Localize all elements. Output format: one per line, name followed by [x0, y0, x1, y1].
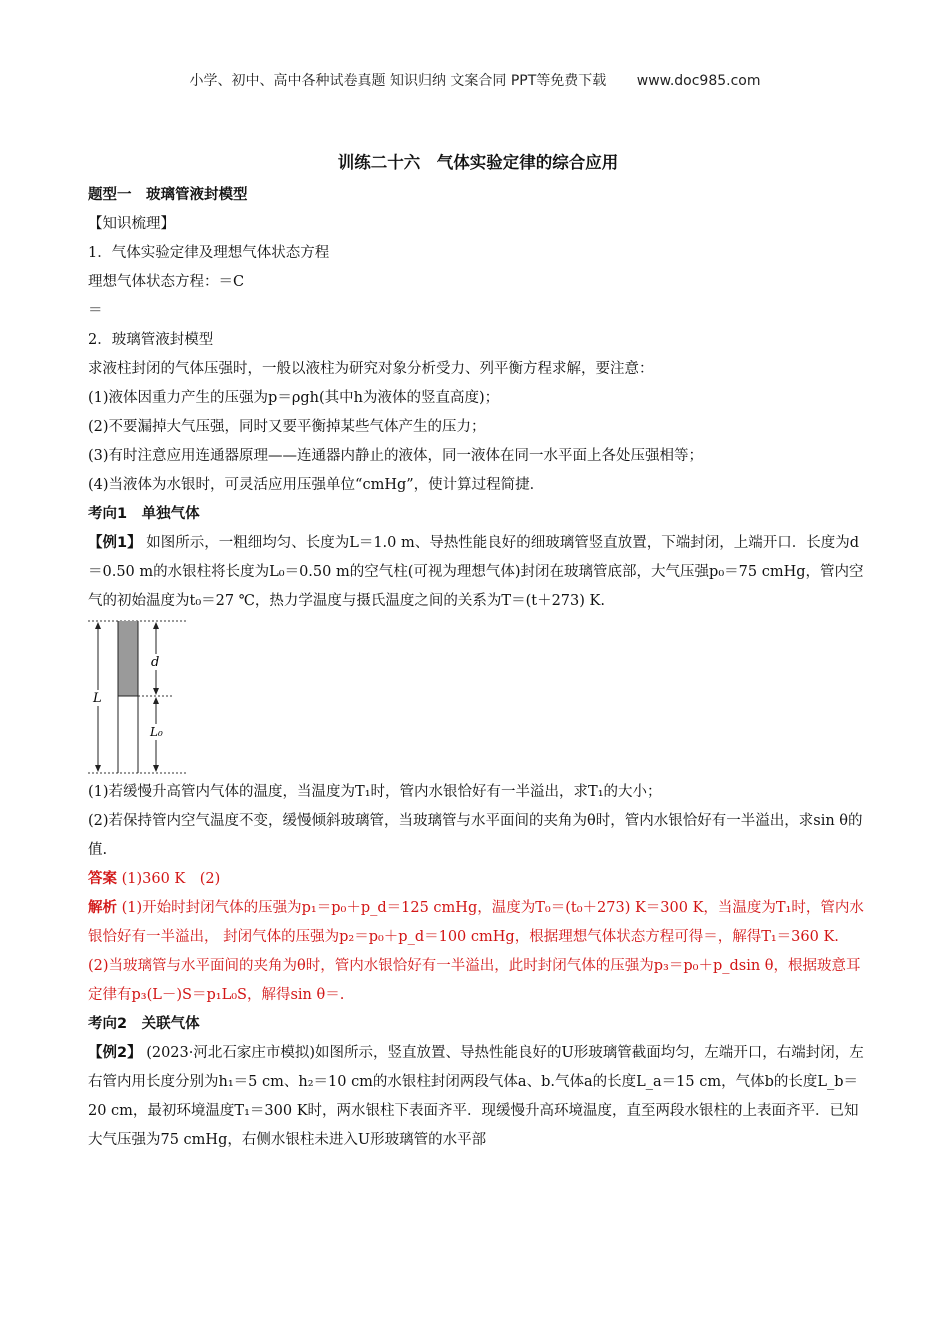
tube-diagram — [88, 618, 188, 778]
note-3: (3)有时注意应用连通器原理——连通器内静止的液体，同一液体在同一水平面上各处压强相等； — [88, 448, 704, 464]
page-title: 训练二十六 气体实验定律的综合应用 — [337, 153, 619, 172]
answer-label: 答案 — [88, 871, 117, 887]
example-2-label: 【例2】 — [88, 1045, 142, 1061]
label-d: d — [151, 655, 160, 670]
example-2 — [88, 1039, 868, 1155]
example-2-text: (2023·河北石家庄市模拟)如图所示，竖直放置、导热性能良好的U形玻璃管截面均匀，左端开口，右端封闭，左右管内用长度分别为h₁＝5 cm、h₂＝10 cm的水银柱封闭两段气体a、b.气体a的长度L_a＝15 cm，气体b的长度L_b＝20 cm，最初环境温度T₁＝300 K时，两水银柱下表面齐平．现缓慢升高环境温度，直至两段水银柱的上表面齐平．已知大气压强为75 cmHg，右侧水银柱未进入U形玻璃管的水平部 — [88, 1045, 864, 1148]
analysis-label: 解析 — [88, 900, 117, 916]
section-heading: 题型一 玻璃管液封模型 — [88, 187, 248, 203]
note-4: (4)当液体为水银时，可灵活应用压强单位“cmHg”，使计算过程简捷． — [88, 477, 545, 493]
direction-1-heading: 考向1 单独气体 — [88, 506, 200, 522]
arrow-icon — [153, 622, 159, 629]
analysis-1 — [88, 894, 868, 952]
analysis-2: (2)当玻璃管与水平面间的夹角为θ时，管内水银恰好有一半溢出，此时封闭气体的压强为p₃＝p₀＋p_dsin θ，根据玻意耳定律有p₃(L－)S＝p₁L₀S，解得sin θ＝. — [88, 958, 861, 1003]
arrow-icon — [153, 688, 159, 695]
analysis-text-1: (1)开始时封闭气体的压强为p₁＝p₀＋p_d＝125 cmHg，温度为T₀＝(t₀＋273) K＝300 K，当温度为T₁时，管内水银恰好有一半溢出， 封闭气体的压强为p₂＝p₀＋p_d＝100 cmHg，根据理想气体状态方程可得＝，解得T₁＝360 K. — [88, 900, 864, 945]
arrow-icon — [153, 697, 159, 704]
ideal-gas-equation: 理想气体状态方程：＝C — [88, 274, 245, 290]
arrow-icon — [95, 765, 101, 772]
glass-tube-figure — [88, 618, 188, 778]
knowledge-label: 【知识梳理】 — [88, 216, 175, 232]
answer-text: (1)360 K (2) — [121, 871, 221, 887]
page-header — [0, 70, 950, 90]
example-1-label: 【例1】 — [88, 535, 142, 551]
header-site[interactable]: www.doc985.com — [636, 73, 761, 89]
direction-2-heading: 考向2 关联气体 — [88, 1016, 200, 1032]
question-2: (2)若保持管内空气温度不变，缓慢倾斜玻璃管，当玻璃管与水平面间的夹角为θ时，管内水银恰好有一半溢出，求sin θ的值. — [88, 813, 863, 858]
intro-text: 求液柱封闭的气体压强时，一般以液柱为研究对象分析受力、列平衡方程求解，要注意： — [88, 361, 654, 377]
note-1: (1)液体因重力产生的压强为p＝ρgh(其中h为液体的竖直高度)； — [88, 390, 500, 406]
item-1: 1．气体实验定律及理想气体状态方程 — [88, 245, 330, 261]
example-1 — [88, 529, 868, 616]
equals-line: ＝ — [88, 303, 103, 319]
mercury-column — [118, 621, 138, 696]
label-L: L — [93, 691, 102, 706]
arrow-icon — [153, 765, 159, 772]
answer — [88, 865, 868, 894]
note-2: (2)不要漏掉大气压强，同时又要平衡掉某些气体产生的压力； — [88, 419, 486, 435]
item-2: 2．玻璃管液封模型 — [88, 332, 214, 348]
example-1-text: 如图所示，一粗细均匀、长度为L＝1.0 m、导热性能良好的细玻璃管竖直放置，下端封闭，上端开口．长度为d＝0.50 m的水银柱将长度为L₀＝0.50 m的空气柱(可视为理想气体)封闭在玻璃管底部，大气压强p₀＝75 cmHg，管内空气的初始温度为t₀＝27 ℃，热力学温度与摄氏温度之间的关系为T＝(t＋273) K. — [88, 535, 864, 609]
header-text: 小学、初中、高中各种试卷真题 知识归纳 文案合同 PPT等免费下载 — [189, 73, 607, 89]
arrow-icon — [95, 622, 101, 629]
question-1: (1)若缓慢升高管内气体的温度，当温度为T₁时，管内水银恰好有一半溢出，求T₁的大小； — [88, 784, 662, 800]
document-body — [88, 148, 868, 1155]
label-L0: L₀ — [150, 725, 163, 739]
